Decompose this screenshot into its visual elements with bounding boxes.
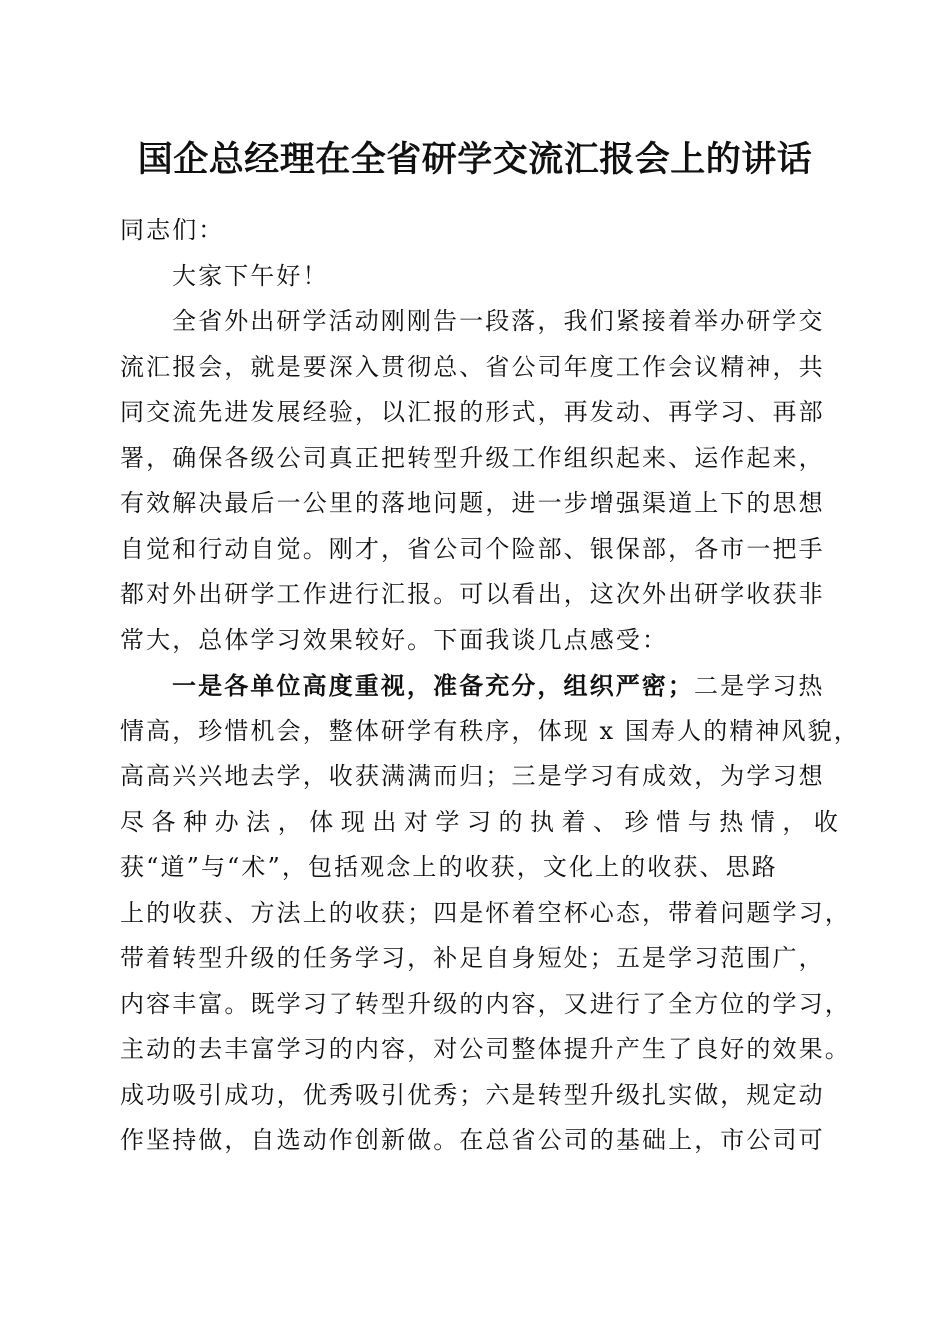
paragraph-line: 作坚持做，自选动作创新做。在总省公司的基础上，市公司可 [120,1126,825,1154]
document-title: 国企总经理在全省研学交流汇报会上的讲话 [137,139,813,180]
bold-lead-text: 一是各单位高度重视，准备充分，组织严密； [172,671,694,700]
paragraph-text: 二是学习热 [694,672,825,700]
paragraph-2 [120,663,860,1164]
salutation: 同志们： [120,216,225,244]
paragraph-line: 主动的去丰富学习的内容，对公司整体提升产生了良好的效果。 [120,1035,851,1063]
paragraph-line: 流汇报会，就是要深入贯彻总、省公司年度工作会议精神，共 [120,352,825,381]
paragraph-line: 成功吸引成功，优秀吸引优秀；六是转型升级扎实做，规定动 [120,1080,825,1109]
paragraph-line: 尽各种办法，体现出对学习的执着、珍惜与热情，收 [120,807,840,836]
paragraph-line: 常大，总体学习效果较好。下面我谈几点感受： [120,625,669,654]
paragraph-line [120,663,840,709]
paragraph-line: 高高兴兴地去学，收获满满而归；三是学习有成效，为学习想 [120,762,825,790]
paragraph-line: 署，确保各级公司真正把转型升级工作组织起来、运作起来， [120,443,825,472]
document-body [120,208,860,1164]
paragraph-line: 获“道”与“术”，包括观念上的收获，文化上的收获、思路 [120,853,778,881]
paragraph-line: 上的收获、方法上的收获；四是怀着空杯心态，带着问题学习， [120,898,851,927]
paragraph-line: 都对外出研学工作进行汇报。可以看出，这次外出研学收获非 [120,580,825,608]
paragraph-line: 内容丰富。既学习了转型升级的内容，又进行了全方位的学习， [120,989,851,1018]
greeting: 大家下午好！ [172,261,329,290]
paragraph-line: 情高，珍惜机会，整体研学有秩序，体现 x 国寿人的精神风貌， [120,716,860,745]
paragraph-line: 全省外出研学活动刚刚告一段落，我们紧接着举办研学交 [172,307,825,335]
paragraph-line: 同交流先进发展经验，以汇报的形式，再发动、再学习、再部 [120,398,825,426]
paragraph-line: 有效解决最后一公里的落地问题，进一步增强渠道上下的思想 [120,489,825,517]
paragraph-1 [120,299,840,663]
paragraph-line: 自觉和行动自觉。刚才，省公司个险部、银保部，各市一把手 [120,534,825,563]
paragraph-line: 带着转型升级的任务学习，补足自身短处；五是学习范围广， [120,944,825,972]
